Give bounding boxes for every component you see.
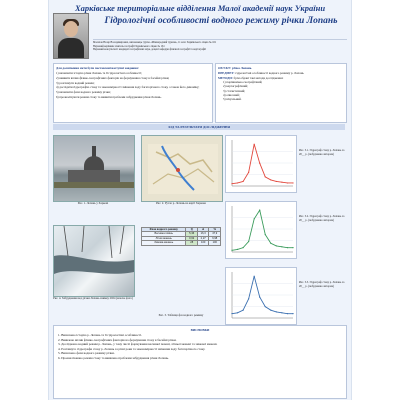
authors-line: Малахов Назар Володимирович, вихованець гуртка «Міжнародний туризм», 11 клас Харківського ліцею № 161 bbox=[93, 41, 217, 44]
hydrograph-point bbox=[281, 246, 282, 247]
table-header-cell: Δ bbox=[197, 228, 209, 232]
figure-cathedral-photo bbox=[53, 135, 135, 202]
table-cell: 2,27 bbox=[197, 236, 209, 240]
hydrograph-point bbox=[254, 144, 255, 145]
table-cell: 5,36 bbox=[186, 232, 198, 236]
conclusion-item: 5. Визначено фази водного режиму річки. bbox=[58, 351, 115, 356]
hydrograph-caption-1: Рис. 5.1. Гідрограф стоку р. Лопань за 20__ р. (побудовано автором) bbox=[299, 149, 345, 156]
goal-item: 3) розглянути водний режим; bbox=[56, 80, 95, 85]
table-cell: 0,62 bbox=[186, 236, 198, 240]
authors-line: Науковий керівник: вчитель географії Харківського ліцею № 161 bbox=[93, 44, 165, 48]
hydrograph-point bbox=[270, 243, 271, 244]
hydrograph-point bbox=[259, 210, 260, 211]
table-cell: 100 bbox=[209, 241, 221, 245]
goal-item: 4) дослідити ґідрографію стоку та закономірності змінення ходу багаторічного стоку, а також його динаміку; bbox=[56, 85, 200, 90]
hydrograph-point bbox=[248, 298, 249, 299]
hydrograph-column bbox=[225, 135, 349, 330]
conclusions-list bbox=[54, 333, 346, 361]
hydrograph-point bbox=[265, 234, 266, 235]
hydrograph-point bbox=[270, 179, 271, 180]
conclusion-item: 1. Визначено історію р. Лопань та її гідрологічні особливості. bbox=[58, 333, 142, 337]
table-cell: Весняна повінь bbox=[142, 232, 186, 236]
conclusion-item: 3. Досліджено водний режим р. Лопань, у тому числі формування весняної повені, літньої межені та зимової межені. bbox=[58, 342, 218, 347]
methods-text: були обрані такі методи дослідження: bbox=[233, 75, 284, 80]
object-panel bbox=[215, 63, 347, 123]
author-photo-body bbox=[58, 38, 84, 59]
table-caption: Рис. 3. Таблиця фаз водного режиму bbox=[158, 313, 204, 317]
hydrograph-point bbox=[254, 218, 255, 219]
goal-item: 1) визначити історію річки Лопань та її гідрологічні особливості; bbox=[56, 71, 143, 75]
hydrograph-point bbox=[248, 241, 249, 242]
hydrograph-point bbox=[292, 313, 293, 314]
authors-line: Науковий консультант: кандидат географічних наук, доцент кафедри фізичної географії та картографії bbox=[93, 48, 207, 52]
hydrograph-point bbox=[276, 181, 277, 182]
table-cell: 100 bbox=[197, 241, 209, 245]
map-marker bbox=[176, 168, 180, 172]
hydrograph-svg-3 bbox=[226, 268, 296, 324]
method-item: 5) візуальний. bbox=[223, 97, 242, 102]
hydrograph-point bbox=[231, 250, 232, 251]
hydrograph-point bbox=[292, 247, 293, 248]
hydrograph-series-line bbox=[232, 144, 293, 184]
authors-block bbox=[93, 39, 347, 52]
hydrograph-point bbox=[287, 313, 288, 314]
hydrograph-chart-3 bbox=[225, 267, 297, 325]
winter-photo-drawing bbox=[54, 226, 134, 296]
hydrograph-point bbox=[254, 276, 255, 277]
cathedral-base bbox=[68, 170, 120, 182]
hydrograph-point bbox=[287, 182, 288, 183]
figure-2-caption: Рис. 2. Русло р. Лопань на карті Харкова bbox=[156, 201, 206, 205]
hydrograph-point bbox=[276, 311, 277, 312]
conclusion-item: 6. Проаналізовано режим стоку та виявлено проблеми забруднення річки Лопань. bbox=[58, 355, 169, 360]
hydrograph-point bbox=[259, 296, 260, 297]
hydrograph-point bbox=[231, 183, 232, 184]
table-cell: Зимова межень bbox=[142, 241, 186, 245]
goal-item: 6) проаналізувати режим стоку та виявити проблеми забруднення річки Лопань. bbox=[56, 94, 162, 99]
method-item: 4) описовий; bbox=[223, 92, 240, 97]
goal-list bbox=[54, 71, 212, 100]
hydrograph-point bbox=[242, 181, 243, 182]
method-item: 2) картографічний; bbox=[223, 84, 248, 89]
hydrograph-svg-2 bbox=[226, 202, 296, 258]
table-cell: 6,98 bbox=[209, 236, 221, 240]
figure-winter-pollution-photo bbox=[53, 225, 135, 297]
figure-4-caption: Рис. 4. Забруднення вод річки Лопань взимку 2024 (власне фото) bbox=[53, 296, 133, 300]
river-bank bbox=[54, 182, 134, 188]
bare-branches bbox=[64, 226, 124, 258]
figure-city-map bbox=[141, 135, 223, 202]
hydrograph-point bbox=[281, 182, 282, 183]
table-cell: 47,9 bbox=[209, 232, 221, 236]
hydrograph-point bbox=[259, 163, 260, 164]
hydrograph-point bbox=[265, 306, 266, 307]
table-cell: 16,3 bbox=[197, 232, 209, 236]
goal-item: 2) виявити вплив фізико-географічних факторів на формування стоку в басейні річки; bbox=[56, 75, 170, 80]
table-header-cell: Q bbox=[186, 228, 198, 232]
hydrograph-point bbox=[242, 310, 243, 311]
hydrograph-point bbox=[270, 310, 271, 311]
goal-panel bbox=[53, 63, 213, 123]
poster bbox=[49, 0, 351, 400]
method-item: 3) статистичний; bbox=[223, 88, 246, 93]
map-background bbox=[148, 144, 218, 194]
table-row bbox=[142, 241, 221, 245]
hydrograph-chart-2 bbox=[225, 201, 297, 259]
hydrograph-point bbox=[237, 249, 238, 250]
hydrograph-point bbox=[276, 245, 277, 246]
section-title: ХІД ТА РЕЗУЛЬТАТИ ДОСЛІДЖЕННЯ bbox=[53, 124, 345, 130]
hydrograph-point bbox=[265, 176, 266, 177]
water-regime-table bbox=[141, 227, 221, 267]
conclusion-item: 4. Розглянуто гідрографи стоку р. Лопань за різні роки та закономірності змінення ходу багаторічного стоку. bbox=[58, 346, 206, 351]
subject-label: ПРЕДМЕТ: bbox=[218, 71, 235, 75]
conclusions-panel bbox=[53, 325, 347, 399]
goal-heading: Для досягнення мети були поставлені наступні завдання: bbox=[56, 65, 139, 70]
hydrograph-svg-1 bbox=[226, 136, 296, 192]
hydrograph-point bbox=[281, 312, 282, 313]
table-cell: Літня межень bbox=[142, 236, 186, 240]
goal-item: 5) визначити фази водного режиму річки; bbox=[56, 90, 111, 95]
author-photo-head bbox=[64, 21, 78, 37]
poster-title: Гідрологічні особливості водного режиму річки Лопань bbox=[104, 16, 338, 26]
subject-text: гідрологічні особливості водного режиму р. Лопань bbox=[235, 71, 304, 75]
table-cell: 28 bbox=[186, 241, 198, 245]
figure-1-caption: Рис. 1. Лопань у Харкові bbox=[77, 201, 109, 205]
hydrograph-point bbox=[248, 172, 249, 173]
hydrograph-caption-2: Рис. 5.2. Гідрограф стоку р. Лопань за 20__ р. (побудовано автором) bbox=[299, 215, 345, 222]
methods-label: МЕТОДИ: bbox=[218, 75, 233, 80]
table-header-cell: % bbox=[209, 228, 221, 232]
hydrograph-point bbox=[242, 247, 243, 248]
hydrograph-point bbox=[287, 247, 288, 248]
river-water bbox=[54, 255, 134, 274]
hydrograph-point bbox=[231, 313, 232, 314]
map-drawing bbox=[148, 144, 218, 194]
hydrograph-point bbox=[292, 182, 293, 183]
conclusions-heading: ВИСНОВКИ bbox=[190, 327, 210, 332]
method-item: 1) порівняльно-географічний; bbox=[223, 80, 263, 84]
hydrograph-series-line bbox=[232, 210, 293, 250]
object-heading: ОБ'ЄКТ: річка Лопань bbox=[218, 65, 252, 70]
hydrograph-point bbox=[237, 182, 238, 183]
table-header-cell: Фаза водного режиму bbox=[142, 228, 186, 232]
organization-title: Харківське територіальне відділення Малої академії наук України bbox=[74, 3, 326, 13]
hydrograph-caption-3: Рис. 5.3. Гідрограф стоку р. Лопань за 20__ р. (побудовано автором) bbox=[299, 281, 345, 288]
hydrograph-chart-1 bbox=[225, 135, 297, 193]
hydrograph-point bbox=[237, 312, 238, 313]
conclusion-item: 2. Виявлено вплив фізико-географічних факторів на формування стоку в басейні річки. bbox=[58, 337, 177, 342]
author-photo bbox=[53, 13, 89, 59]
methods-list bbox=[216, 80, 346, 101]
